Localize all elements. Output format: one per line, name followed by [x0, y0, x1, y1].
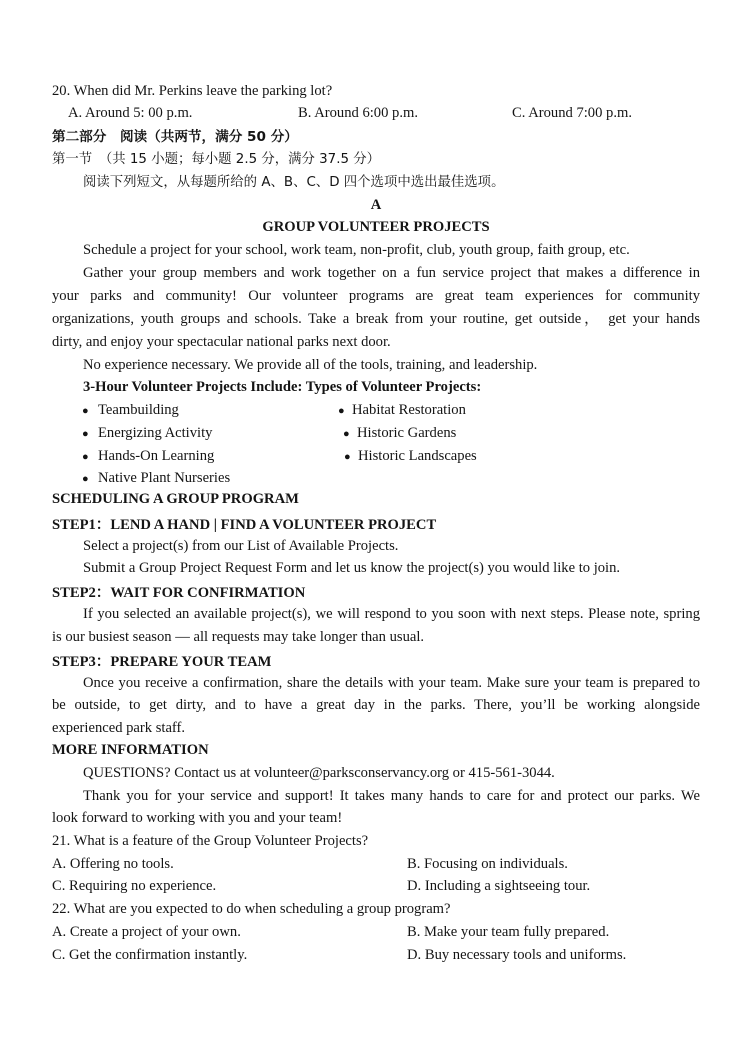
more-info-line-1: QUESTIONS? Contact us at volunteer@parksconservancy.org or 415-561-3044.	[83, 765, 555, 781]
step2-line-1: If you selected an available project(s), we will respond to you soon with next steps. Please note, spring	[83, 606, 700, 622]
q21-option-d: D. Including a sightseeing tour.	[407, 878, 591, 894]
q21-option-a: A. Offering no tools.	[52, 856, 174, 872]
q22-option-a: A. Create a project of your own.	[52, 924, 241, 940]
q21-option-b: B. Focusing on individuals.	[407, 856, 568, 872]
step2-line-2: is our busiest season — all requests may take longer than usual.	[52, 629, 425, 645]
step1-line-1: Select a project(s) from our List of Available Projects.	[83, 538, 399, 554]
list-item: ● Energizing Activity	[82, 424, 212, 444]
step3-heading: STEP3：PREPARE YOUR TEAM	[52, 654, 272, 670]
part2-heading: 第二部分 阅读（共两节，满分 50 分）	[52, 129, 298, 145]
q20-option-c: C. Around 7:00 p.m.	[512, 105, 632, 121]
paragraph-3: No experience necessary. We provide all of the tools, training, and leadership.	[83, 357, 538, 373]
bullet-icon: ●	[82, 473, 89, 485]
q22-option-d: D. Buy necessary tools and uniforms.	[407, 947, 627, 963]
step3-line-1: Once you receive a confirmation, share the details with your team. Make sure your team is prepared to	[83, 675, 700, 691]
step3-line-3: experienced park staff.	[52, 720, 186, 736]
passage-title: GROUP VOLUNTEER PROJECTS	[262, 219, 490, 235]
paragraph-2-line-1: Gather your group members and work together on a fun service project that makes a difference in	[83, 265, 700, 281]
q20-stem: 20. When did Mr. Perkins leave the parking lot?	[52, 83, 333, 99]
list-item: ● Historic Gardens	[343, 424, 456, 444]
list-item: ● Historic Landscapes	[344, 447, 477, 467]
q20-option-b: B. Around 6:00 p.m.	[298, 105, 418, 121]
more-info-line-2: Thank you for your service and support! It takes many hands to care for and protect our parks. We	[83, 788, 700, 804]
bullet-icon: ●	[344, 451, 351, 463]
step3-line-2: be outside, to get dirty, and to have a great day in the parks. There, you’ll be working alongside	[52, 697, 700, 713]
q21-option-c: C. Requiring no experience.	[52, 878, 217, 894]
paragraph-2-line-3: organizations, youth groups and schools. Take a break from your routine, get outside， get your hands	[52, 311, 700, 327]
bullet-icon: ●	[82, 428, 89, 440]
paragraph-2-line-4: dirty, and enjoy your spectacular national parks next door.	[52, 334, 391, 350]
step1-heading: STEP1：LEND A HAND | FIND A VOLUNTEER PROJECT	[52, 517, 437, 533]
list-item: ● Teambuilding	[82, 401, 179, 421]
more-info-heading: MORE INFORMATION	[52, 742, 209, 758]
reading-instruction: 阅读下列短文，从每题所给的 A、B、C、D 四个选项中选出最佳选项。	[83, 175, 505, 190]
q21-stem: 21. What is a feature of the Group Volunteer Projects?	[52, 833, 369, 849]
list-item: ● Native Plant Nurseries	[82, 469, 230, 489]
section1-heading: 第一节 （共 15 小题；每小题 2.5 分，满分 37.5 分）	[52, 152, 381, 167]
q20-option-a: A. Around 5: 00 p.m.	[68, 105, 193, 121]
q22-option-b: B. Make your team fully prepared.	[407, 924, 610, 940]
list-item: ● Habitat Restoration	[338, 401, 466, 421]
step1-line-2: Submit a Group Project Request Form and let us know the project(s) you would like to join.	[83, 560, 621, 576]
q22-stem: 22. What are you expected to do when scheduling a group program?	[52, 901, 451, 917]
step2-heading: STEP2：WAIT FOR CONFIRMATION	[52, 585, 306, 601]
passage-letter: A	[370, 197, 382, 213]
paragraph-2-line-2: your parks and community! Our volunteer programs are great team experiences for community	[52, 288, 700, 304]
list-heading: 3-Hour Volunteer Projects Include: Types of Volunteer Projects:	[83, 379, 482, 395]
paragraph-1: Schedule a project for your school, work team, non-profit, club, youth group, faith group, etc.	[83, 242, 630, 258]
bullet-icon: ●	[82, 451, 89, 463]
q22-option-c: C. Get the confirmation instantly.	[52, 947, 248, 963]
bullet-icon: ●	[82, 405, 89, 417]
more-info-line-3: look forward to working with you and your team!	[52, 810, 343, 826]
scheduling-heading: SCHEDULING A GROUP PROGRAM	[52, 491, 299, 507]
bullet-icon: ●	[338, 405, 345, 417]
bullet-icon: ●	[343, 428, 350, 440]
list-item: ● Hands-On Learning	[82, 447, 214, 467]
